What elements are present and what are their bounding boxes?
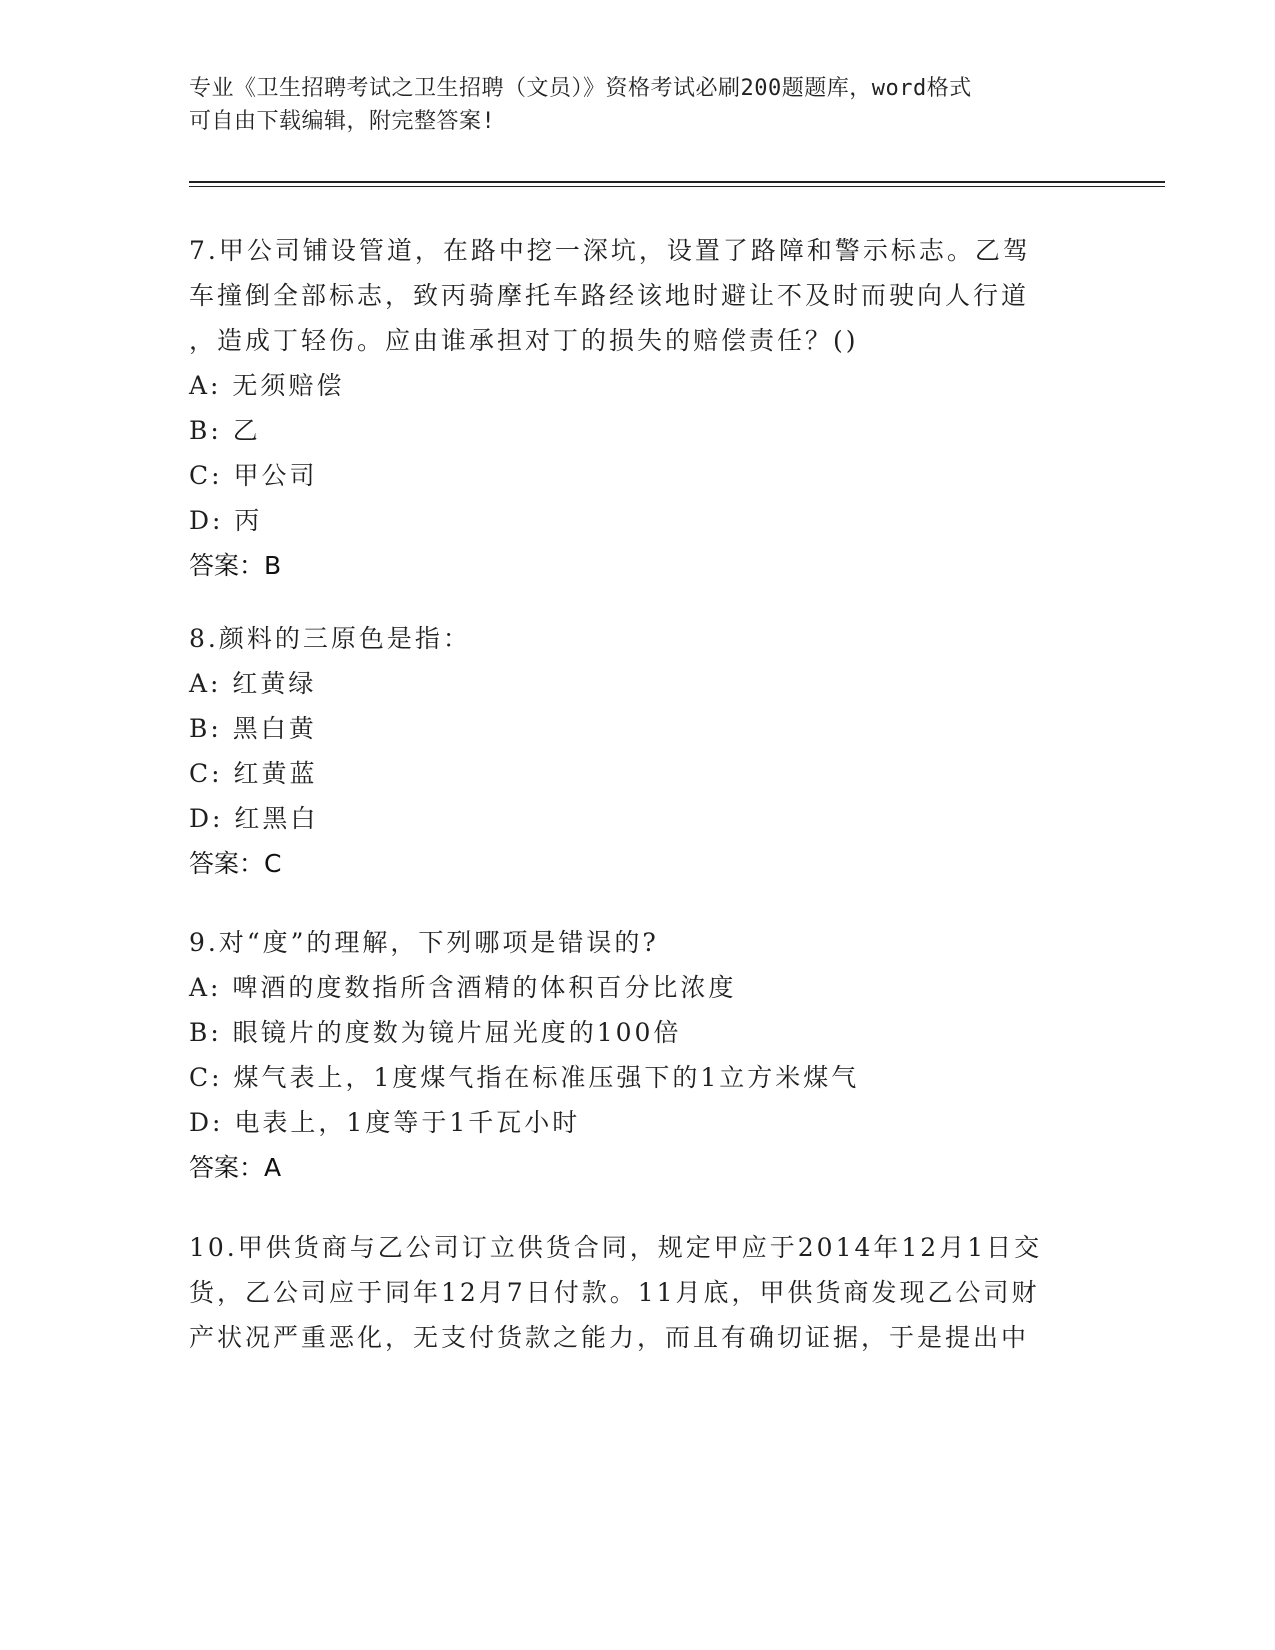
option-b: B: 乙	[189, 416, 261, 445]
question-text-line: 10.甲供货商与乙公司订立供货合同，规定甲应于2014年12月1日交	[189, 1233, 1043, 1262]
header-divider-thin	[189, 186, 1165, 187]
option-c: C: 煤气表上，1度煤气指在标准压强下的1立方米煤气	[189, 1063, 860, 1092]
question-text-line: 7.甲公司铺设管道，在路中挖一深坑，设置了路障和警示标志。乙驾	[189, 236, 1031, 265]
question-8	[189, 616, 1089, 886]
question-7	[189, 228, 1089, 588]
question-text-line: 9.对“度”的理解，下列哪项是错误的?	[189, 928, 659, 957]
answer: 答案：C	[189, 849, 282, 878]
question-text-line: ，造成丁轻伤。应由谁承担对丁的损失的赔偿责任？()	[189, 326, 859, 355]
document-header	[189, 72, 1089, 138]
header-line-2: 可自由下载编辑，附完整答案!	[189, 109, 496, 134]
option-a: A: 红黄绿	[189, 669, 317, 698]
question-text-line: 车撞倒全部标志，致丙骑摩托车路经该地时避让不及时而驶向人行道	[189, 281, 1030, 310]
question-text-line: 产状况严重恶化，无支付货款之能力，而且有确切证据，于是提出中	[189, 1323, 1030, 1352]
option-a: A: 啤酒的度数指所含酒精的体积百分比浓度	[189, 973, 737, 1002]
question-10	[189, 1225, 1089, 1360]
option-d: D: 丙	[189, 506, 263, 535]
option-a: A: 无须赔偿	[189, 371, 345, 400]
option-b: B: 眼镜片的度数为镜片屈光度的100倍	[189, 1018, 682, 1047]
header-divider	[189, 181, 1165, 183]
question-9	[189, 920, 1089, 1190]
option-c: C: 甲公司	[189, 461, 318, 490]
answer: 答案：A	[189, 1153, 282, 1182]
answer: 答案：B	[189, 551, 282, 580]
question-text-line: 货，乙公司应于同年12月7日付款。11月底，甲供货商发现乙公司财	[189, 1278, 1040, 1307]
option-d: D: 红黑白	[189, 804, 319, 833]
option-b: B: 黑白黄	[189, 714, 317, 743]
option-d: D: 电表上，1度等于1千瓦小时	[189, 1108, 581, 1137]
question-text-line: 8.颜料的三原色是指：	[189, 624, 471, 653]
header-line-1: 专业《卫生招聘考试之卫生招聘（文员）》资格考试必刷200题题库，word格式	[189, 76, 972, 101]
option-c: C: 红黄蓝	[189, 759, 318, 788]
